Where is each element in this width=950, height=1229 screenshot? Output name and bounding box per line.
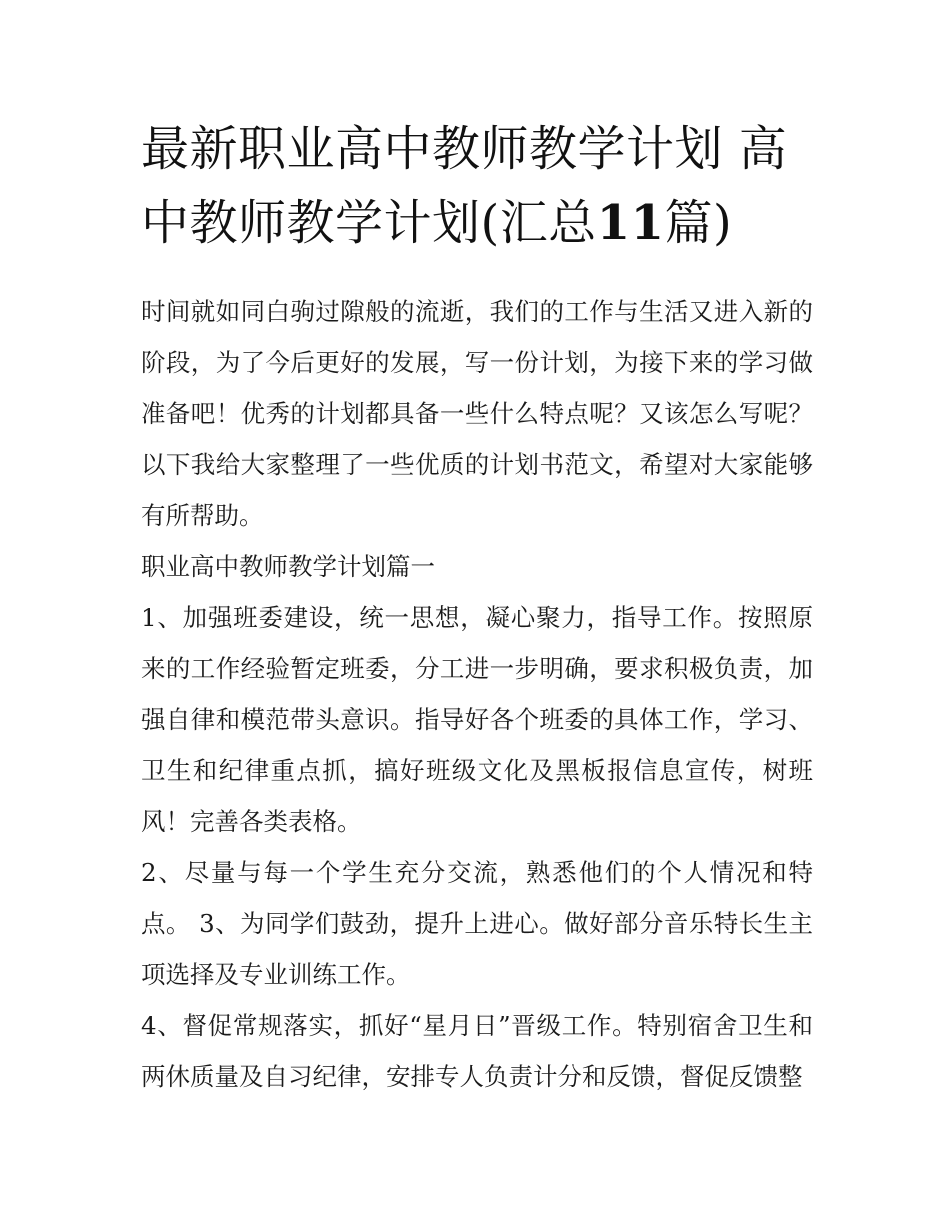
title-suffix: 篇) xyxy=(664,195,733,251)
document-title xyxy=(141,112,813,260)
title-count: 11 xyxy=(596,195,665,251)
title-text: 最新职业高中教师教学计划 高中教师教学计划(汇总 xyxy=(141,121,788,251)
section-heading: 职业高中教师教学计划篇一 xyxy=(141,552,435,581)
intro-paragraph: 时间就如同白驹过隙般的流逝，我们的工作与生活又进入新的阶段，为了今后更好的发展，写一份计划，为接下来的学习做准备吧！优秀的计划都具备一些什么特点呢？又该怎么写呢？以下我给大家整理了一些优质的计划书范文，希望对大家能够有所帮助。 xyxy=(141,297,813,530)
body-paragraph: 1、加强班委建设，统一思想，凝心聚力，指导工作。按照原来的工作经验暂定班委，分工进一步明确，要求积极负责，加强自律和模范带头意识。指导好各个班委的具体工作，学习、卫生和纪律重点抓，搞好班级文化及黑板报信息宣传，树班风！完善各类表格。 xyxy=(141,603,813,836)
document-page xyxy=(141,112,813,1102)
body-paragraph: 2、尽量与每一个学生充分交流，熟悉他们的个人情况和特点。 3、为同学们鼓劲，提升上进心。做好部分音乐特长生主项选择及专业训练工作。 xyxy=(141,858,813,989)
body-paragraph: 4、督促常规落实，抓好“星月日”晋级工作。特别宿舍卫生和两休质量及自习纪律，安排专人负责计分和反馈，督促反馈整 xyxy=(141,1011,813,1091)
